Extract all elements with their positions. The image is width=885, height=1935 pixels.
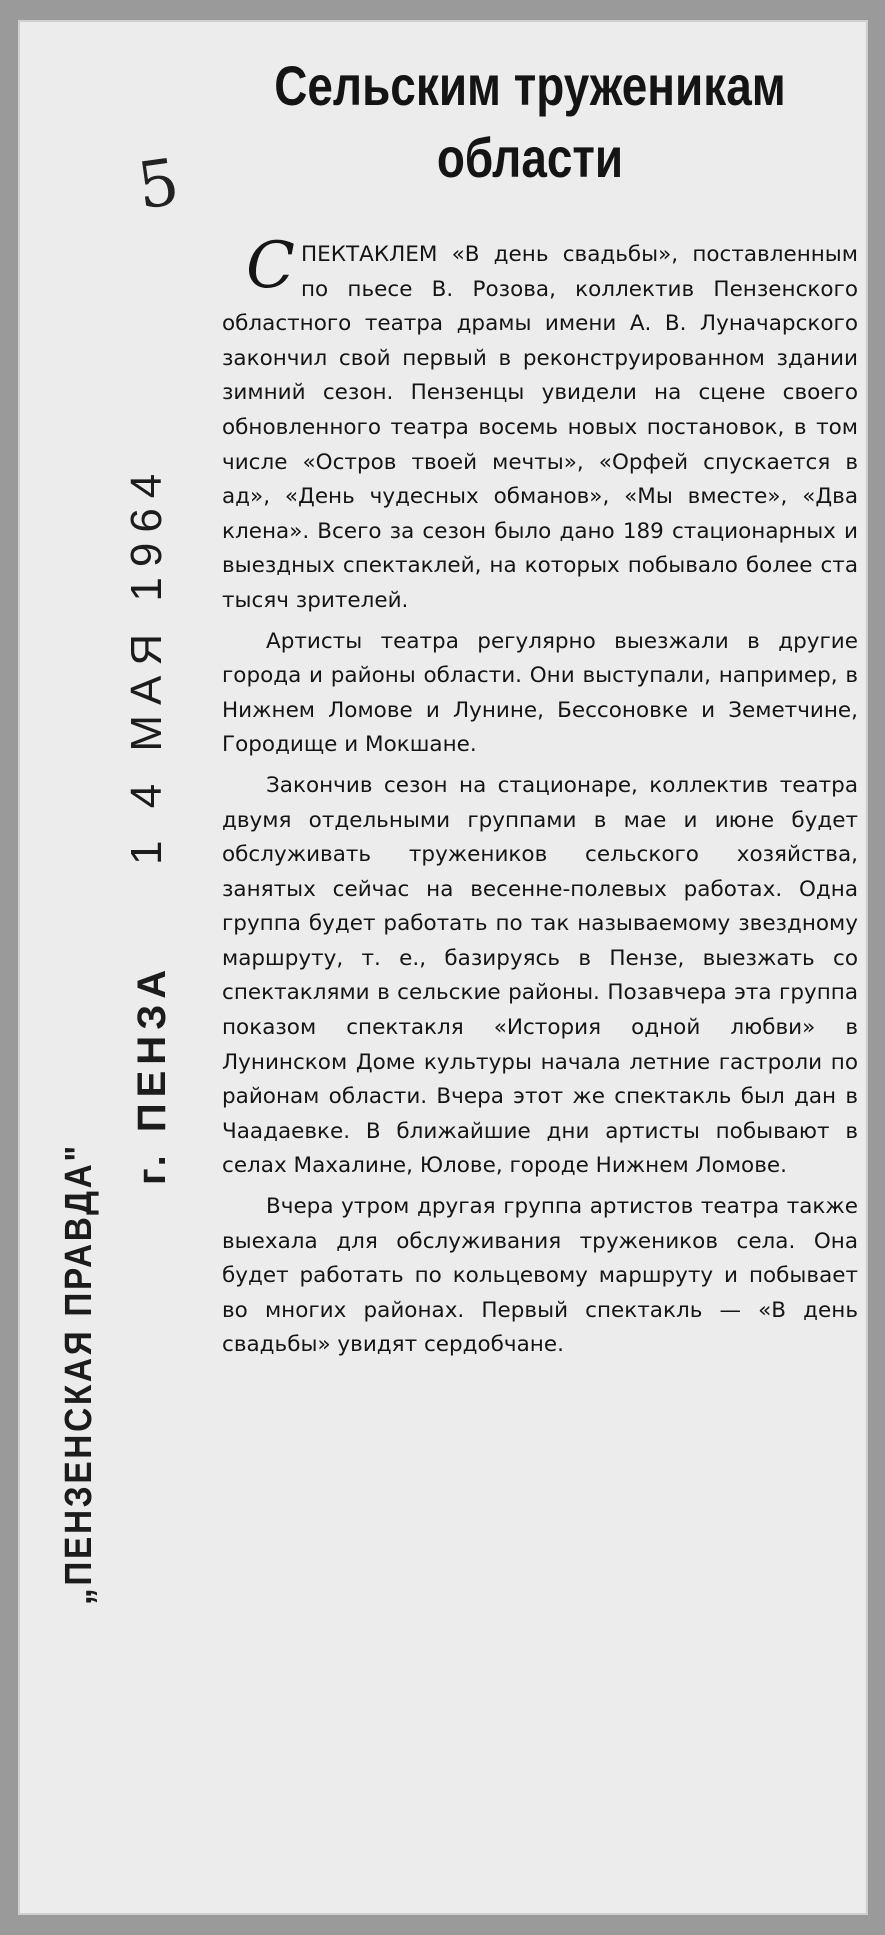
headline: [259, 50, 800, 194]
drop-cap: С: [246, 229, 295, 303]
newspaper-name-stamp: „ПЕНЗЕНСКАЯ ПРАВДА": [58, 1143, 100, 1605]
headline-line-1: Сельским труженикам: [274, 54, 786, 117]
city-stamp: г. ПЕНЗА: [130, 963, 174, 1185]
paragraph-1: [222, 229, 858, 619]
paragraph-2: Артисты театра регулярно выезжали в другие города и районы области. Они выступали, например, в Нижнем Ломове и Лунине, Бессоновке и Земетчине, Городище и Мокшане.: [222, 628, 858, 758]
paragraph-1-text: ПЕКТАКЛЕМ «В день свадьбы», поставленным по пьесе В. Розова, коллектив Пензенского областного театра драмы имени А. В. Луначарского закончил свой первый в реконструированном здании зимний сезон. Пензенцы увидели на сцене своего обновленного театра восемь новых постановок, в том числе «Остров твоей мечты», «Орфей спускается в ад», «День чудесных обманов», «Мы вместе», «Два клена». Всего за сезон было дано 189 стационарных и выездных спектаклей, на которых побывало более ста тысяч зрителей.: [222, 242, 858, 613]
paragraph-3: Закончив сезон на стационаре, коллектив театра двумя отдельными группами в мае и июне будет обслуживать тружеников сельского хозяйства, занятых сейчас на весенне-полевых работах. Одна группа будет работать по так называемому звездному маршруту, т. е., базируясь в Пензе, выезжать со спектаклями в сельские районы. Позавчера эта группа показом спектакля «История одной любви» в Лунинском Доме культуры начала летние гастроли по районам области. Вчера этот же спектакль был дан в Чаадаевке. В ближайшие дни артисты побывают в селах Махалине, Юлове, городе Нижнем Ломове.: [222, 772, 858, 1179]
date-stamp: 1 4 МАЯ 1964: [122, 463, 171, 865]
paragraph-4: Вчера утром другая группа артистов театра также выехала для обслуживания тружеников села. Она будет работать по кольцевому маршруту и побывает во многих районах. Первый спектакль — «В день свадьбы» увидят сердобчане.: [222, 1194, 858, 1358]
article-body: [222, 229, 858, 1369]
handwritten-mark: 5: [133, 145, 184, 225]
headline-line-2: области: [436, 126, 624, 189]
